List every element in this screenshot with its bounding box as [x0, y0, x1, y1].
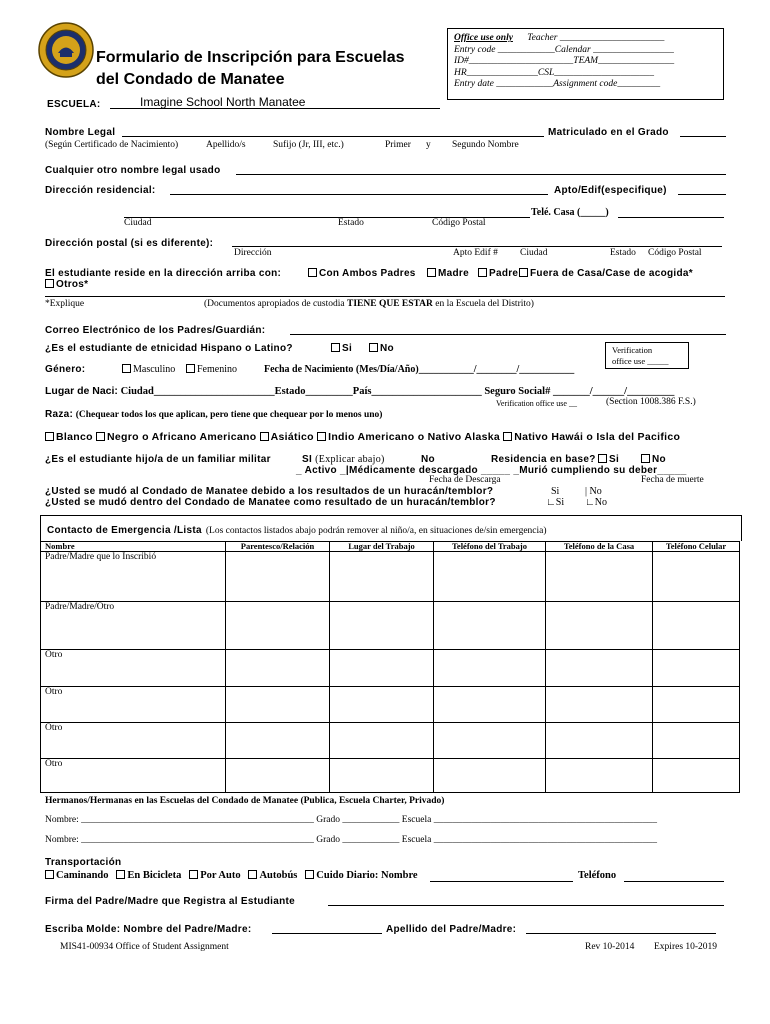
- auto-checkbox[interactable]: Por Auto: [189, 870, 240, 881]
- reside-label: El estudiante reside en la dirección arriba con:: [45, 268, 282, 279]
- hermano-row-1: Nombre: _________________________________________________ Grado ____________ Escuela _______________________________________________: [45, 815, 657, 825]
- hispano-question: ¿Es el estudiante de etnicidad Hispano o Latino?: [45, 343, 293, 354]
- id-label: ID#: [454, 56, 469, 66]
- lugar-estado-label: Estado: [274, 386, 306, 397]
- medicamente-option[interactable]: _|Médicamente descargado _____: [340, 465, 511, 476]
- direccion-postal-field[interactable]: [232, 246, 722, 247]
- lugar-ciudad-label: Ciudad: [120, 386, 154, 397]
- direccion-postal-label: Dirección postal (si es diferente):: [45, 238, 214, 249]
- escuela-value[interactable]: Imagine School North Manatee: [140, 95, 306, 109]
- teacher-label: Teacher: [527, 33, 558, 43]
- hermano-row-2: Nombre: _________________________________________________ Grado ____________ Escuela _______________________________________________: [45, 835, 657, 845]
- huracan-question-1: ¿Usted se mudó al Condado de Manatee debido a los resultados de un huracán/temblor?: [45, 486, 494, 497]
- autobus-checkbox[interactable]: Autobús: [248, 870, 297, 881]
- checkbox-icon: [116, 870, 125, 879]
- residencia-no-checkbox[interactable]: No: [641, 454, 666, 465]
- otro-nombre-label: Cualquier otro nombre legal usado: [45, 165, 221, 176]
- checkbox-icon: [122, 364, 131, 373]
- hr-label: HR: [454, 67, 467, 78]
- femenino-checkbox[interactable]: Femenino: [186, 364, 237, 375]
- footer-rev: Rev 10-2014: [585, 942, 635, 952]
- emergency-contacts-table: [40, 541, 740, 793]
- firma-label: Firma del Padre/Madre que Registra al Estudiante: [45, 896, 296, 907]
- row-label: Otro: [41, 650, 226, 687]
- verification-office-use-2: Verification office use __: [496, 399, 577, 408]
- ciudad-sub: Ciudad: [124, 218, 152, 228]
- col-tel-celular: Teléfono Celular: [653, 542, 740, 552]
- nombre-legal-field[interactable]: [122, 136, 544, 137]
- raza-options: [45, 431, 680, 443]
- firma-field[interactable]: [328, 905, 724, 906]
- huracan-2-si[interactable]: ∟Si: [546, 497, 565, 508]
- murio-option[interactable]: _Murió cumpliendo su deber_____: [513, 465, 687, 476]
- hispano-no-checkbox[interactable]: No: [369, 343, 394, 354]
- explique-label: *Explique: [45, 299, 85, 309]
- lugar-nacimiento-row: Lugar de Naci: Ciudad_______________________Estado_________País_____________________ Seguro Social# _______/______/_________: [45, 385, 675, 397]
- nombre-sub-y: y: [426, 140, 431, 150]
- raza-negro-checkbox[interactable]: Negro o Africano Americano: [96, 431, 256, 443]
- correo-field[interactable]: [290, 334, 726, 335]
- tele-casa-field[interactable]: [618, 217, 724, 218]
- huracan-2-no[interactable]: ∟No: [585, 497, 608, 508]
- hermanos-title: Hermanos/Hermanas en las Escuelas del Condado de Manatee (Publica, Escuela Charter, Privado): [45, 796, 445, 806]
- cuido-nombre-field[interactable]: [430, 881, 573, 882]
- cuido-checkbox[interactable]: Cuido Diario: Nombre: [305, 870, 417, 881]
- checkbox-icon: [260, 432, 269, 441]
- nombre-legal-label: Nombre Legal: [45, 127, 116, 138]
- huracan-1-si[interactable]: Si: [551, 486, 560, 497]
- raza-row: [45, 409, 382, 420]
- reside-padre-checkbox[interactable]: Padre: [478, 268, 518, 279]
- raza-hawai-checkbox[interactable]: Nativo Hawái o Isla del Pacifico: [503, 431, 680, 443]
- genero-label: Género:: [45, 364, 86, 375]
- estado-sub: Estado: [338, 218, 364, 228]
- molde-apellido-label: Apellido del Padre/Madre:: [386, 924, 517, 935]
- table-row[interactable]: [41, 650, 740, 687]
- checkbox-icon: [45, 432, 54, 441]
- nombre-sub-cert: (Según Certificado de Nacimiento): [45, 140, 179, 150]
- table-row[interactable]: [41, 552, 740, 602]
- checkbox-icon: [308, 268, 317, 277]
- verification-office-use-1: office use _____: [612, 356, 669, 366]
- checkbox-icon: [478, 268, 487, 277]
- fecha-muerte-label: Fecha de muerte: [641, 475, 704, 485]
- checkbox-icon: [186, 364, 195, 373]
- raza-indio-checkbox[interactable]: Indio Americano o Nativo Alaska: [317, 431, 500, 443]
- contacto-title: Contacto de Emergencia /Lista: [47, 525, 202, 536]
- raza-asiatico-checkbox[interactable]: Asiático: [260, 431, 314, 443]
- postal-ciudad-sub: Ciudad: [520, 248, 548, 258]
- table-row[interactable]: [41, 687, 740, 723]
- seguro-social-label: Seguro Social#: [484, 386, 551, 397]
- col-lugar-trabajo: Lugar del Trabajo: [330, 542, 434, 552]
- raza-blanco-checkbox[interactable]: Blanco: [45, 431, 93, 443]
- checkbox-icon: [369, 343, 378, 352]
- apto-field[interactable]: [678, 194, 726, 195]
- apto-label: Apto/Edif(especifique): [554, 185, 667, 196]
- checkbox-icon: [45, 279, 54, 288]
- checkbox-icon: [189, 870, 198, 879]
- tele-casa-label: Telé. Casa (_____): [531, 207, 609, 218]
- fecha-nacimiento-label: Fecha de Nacimiento (Mes/Día/Año)___________/________/___________: [264, 364, 575, 375]
- form-title-line2: del Condado de Manatee: [96, 71, 285, 88]
- contacto-note: (Los contactos listados abajo podrán remover al niño/a, en situaciones de/sin emergencia): [205, 526, 547, 536]
- checkbox-icon: [598, 454, 607, 463]
- reside-ambos-checkbox[interactable]: Con Ambos Padres: [308, 268, 416, 279]
- activo-option[interactable]: _ Activo: [296, 465, 337, 476]
- footer-code: MIS41-00934 Office of Student Assignment: [60, 942, 229, 952]
- footer-expires: Expires 10-2019: [654, 942, 718, 952]
- residencia-base-label: Residencia en base?: [491, 454, 596, 465]
- row-label: Otro: [41, 687, 226, 723]
- table-row[interactable]: [41, 759, 740, 793]
- checkbox-icon: [641, 454, 650, 463]
- nombre-sub-segundo: Segundo Nombre: [452, 140, 519, 150]
- office-use-fields: Office use only Teacher ______________________ Entry code ____________Calendar _________________ ID#______________________TEAM________________ HR_______________CSL_____________________ Entry date ____________Assignment code_________: [454, 33, 675, 89]
- molde-nombre-field[interactable]: [272, 933, 382, 934]
- transporte-options: [45, 870, 418, 881]
- csl-label: CSL: [537, 67, 555, 78]
- checkbox-icon: [248, 870, 257, 879]
- checkbox-icon: [331, 343, 340, 352]
- checkbox-icon: [317, 432, 326, 441]
- custodia-note: (Documentos apropiados de custodia TIENE QUE ESTAR en la Escuela del Distrito): [204, 299, 534, 309]
- col-nombre: Nombre: [41, 542, 226, 552]
- transporte-telefono-field[interactable]: [624, 881, 724, 882]
- explique-field[interactable]: [45, 296, 725, 297]
- checkbox-icon: [96, 432, 105, 441]
- table-row[interactable]: [41, 723, 740, 759]
- checkbox-icon: [305, 870, 314, 879]
- transporte-telefono-label: Teléfono: [578, 870, 617, 881]
- direccion-residencial-field[interactable]: [170, 194, 548, 195]
- huracan-1-no[interactable]: | No: [585, 486, 602, 497]
- postal-apto-sub: Apto Edif #: [453, 248, 498, 258]
- col-tel-trabajo: Teléfono del Trabajo: [434, 542, 546, 552]
- residencia-si-checkbox[interactable]: Si: [598, 454, 619, 465]
- postal-codigo-sub: Código Postal: [648, 248, 702, 258]
- row-label: Padre/Madre/Otro: [41, 602, 226, 650]
- nombre-sub-apellido: Apellido/s: [206, 140, 246, 150]
- caminando-checkbox[interactable]: Caminando: [45, 870, 109, 881]
- raza-label: Raza:: [45, 409, 74, 420]
- huracan-question-2: ¿Usted se mudó dentro del Condado de Manatee como resultado de un huracán/temblor?: [45, 497, 496, 508]
- transporte-title: Transportación: [45, 857, 122, 868]
- molde-apellido-field[interactable]: [526, 933, 716, 934]
- col-parentesco: Parentesco/Relación: [226, 542, 330, 552]
- row-label: Otro: [41, 759, 226, 793]
- table-row[interactable]: [41, 602, 740, 650]
- team-label: TEAM: [573, 56, 599, 66]
- entry-date-label: Entry date: [454, 79, 494, 89]
- row-label: Otro: [41, 723, 226, 759]
- form-title-line1: Formulario de Inscripción para Escuelas: [96, 49, 405, 66]
- reside-otros-checkbox[interactable]: Otros*: [45, 279, 88, 290]
- assignment-code-label: Assignment code: [553, 79, 618, 89]
- checkbox-icon: [503, 432, 512, 441]
- matriculado-label: Matriculado en el Grado: [548, 127, 669, 138]
- nombre-sub-primer: Primer: [385, 140, 411, 150]
- otro-nombre-field[interactable]: [236, 174, 726, 175]
- entry-code-label: Entry code: [454, 44, 496, 55]
- checkbox-icon: [519, 268, 528, 277]
- checkbox-icon: [45, 870, 54, 879]
- col-tel-casa: Teléfono de la Casa: [546, 542, 653, 552]
- lugar-pais-label: País: [352, 386, 372, 397]
- molde-nombre-label: Escriba Molde: Nombre del Padre/Madre:: [45, 924, 252, 935]
- correo-label: Correo Electrónico de los Padres/Guardián:: [45, 325, 266, 336]
- reside-madre-checkbox[interactable]: Madre: [427, 268, 469, 279]
- section-reference: (Section 1008.386 F.S.): [606, 397, 696, 407]
- office-use-title: Office use only: [454, 33, 513, 43]
- nombre-sub-sufijo: Sufijo (Jr, III, etc.): [273, 140, 344, 150]
- postal-direccion-sub: Dirección: [234, 248, 272, 258]
- lugar-label: Lugar de Naci:: [45, 385, 118, 397]
- codigo-sub: Código Postal: [432, 218, 486, 228]
- district-seal-logo: [38, 22, 94, 78]
- checkbox-icon: [427, 268, 436, 277]
- bicicleta-checkbox[interactable]: En Bicicleta: [116, 870, 181, 881]
- table-header-row: [41, 542, 740, 552]
- direccion-residencial-label: Dirección residencial:: [45, 185, 156, 196]
- postal-estado-sub: Estado: [610, 248, 636, 258]
- fecha-descarga-label: Fecha de Descarga: [429, 475, 501, 485]
- row-label: Padre/Madre que lo Inscribió: [41, 552, 226, 602]
- contacto-title-row: [47, 520, 547, 538]
- militar-si-option[interactable]: SI (Explicar abajo): [302, 454, 385, 465]
- hispano-si-checkbox[interactable]: Si: [331, 343, 352, 354]
- masculino-checkbox[interactable]: Masculino: [122, 364, 175, 375]
- escuela-label: ESCUELA:: [47, 99, 101, 110]
- raza-note: (Chequear todos los que aplican, pero tiene que chequear por lo menos uno): [75, 410, 383, 420]
- militar-question: ¿Es el estudiante hijo/a de un familiar militar: [45, 454, 271, 465]
- militar-no-option[interactable]: No: [421, 454, 435, 465]
- verification-label-1: Verification: [612, 345, 653, 355]
- reside-fuera-checkbox[interactable]: Fuera de Casa/Case de acogida*: [519, 268, 693, 279]
- calendar-label: Calendar: [554, 44, 591, 55]
- grado-field[interactable]: [680, 136, 726, 137]
